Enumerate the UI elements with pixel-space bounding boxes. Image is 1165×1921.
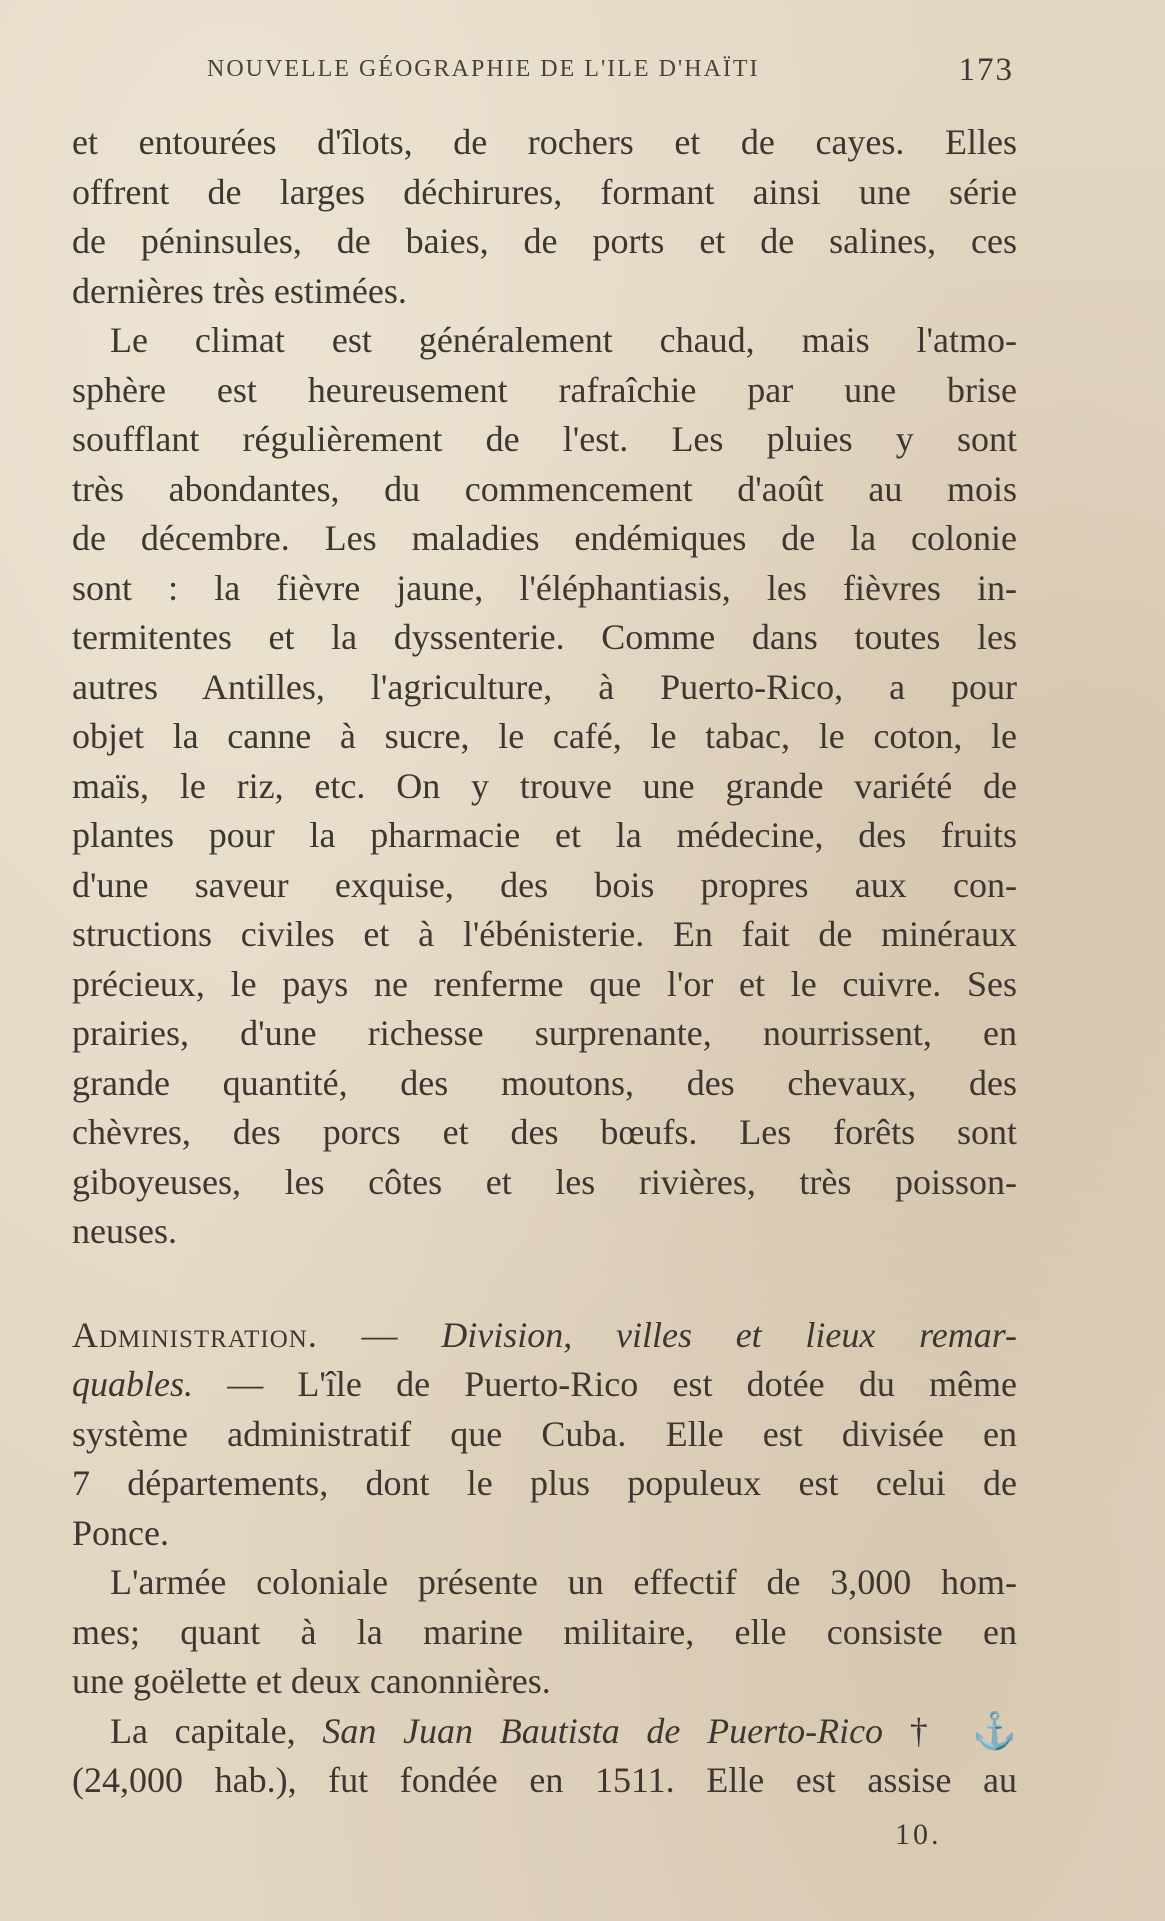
paragraph-administration [72, 1311, 1017, 1559]
text-line: de décembre. Les maladies endémiques de la colonie [72, 518, 1017, 558]
text-line [72, 1360, 1017, 1410]
capital-name: San Juan Bautista de Puerto-Rico [322, 1710, 884, 1751]
text-line: très abondantes, du commencement d'août au mois [72, 468, 1017, 509]
section-heading: Administration. [72, 1314, 318, 1355]
text-line: maïs, le riz, etc. On y trouve une grande variété de [72, 765, 1017, 806]
text-line: système administratif que Cuba. Elle est divisée en [72, 1413, 1017, 1454]
text-line: soufflant régulièrement de l'est. Les pluies y sont [72, 419, 1017, 459]
text-line: sont : la fièvre jaune, l'éléphantiasis, les fièvres in- [72, 567, 1017, 608]
text-line: dernières très estimées. [72, 270, 407, 311]
text-line: mes; quant à la marine militaire, elle consiste en [72, 1611, 1017, 1652]
section-subheading: Division, villes et lieux remar- [441, 1314, 1018, 1355]
text-line: sphère est heureusement rafraîchie par une brise [72, 369, 1017, 410]
signature-mark: 10. [895, 1818, 942, 1851]
paragraph-army [72, 1558, 1017, 1707]
text-line: neuses. [72, 1211, 177, 1251]
text-line: Ponce. [72, 1512, 169, 1553]
heading-dash: — [317, 1314, 442, 1355]
text-line: Le climat est généralement chaud, mais l'atmo- [110, 320, 1017, 360]
text-line: une goëlette et deux canonnières. [72, 1661, 551, 1701]
text-line: prairies, d'une richesse surprenante, nourrissent, en [72, 1013, 1017, 1053]
capital-symbols: † ⚓ [883, 1710, 1018, 1751]
text-line: 7 départements, dont le plus populeux est celui de [72, 1463, 1017, 1503]
text-line: offrent de larges déchirures, formant ainsi une série [72, 171, 1017, 212]
text-line: d'une saveur exquise, des bois propres aux con- [72, 864, 1017, 905]
text-line: autres Antilles, l'agriculture, à Puerto-Rico, a pour [72, 666, 1017, 707]
text-line: giboyeuses, les côtes et les rivières, très poisson- [72, 1161, 1017, 1202]
text-line: structions civiles et à l'ébénisterie. En fait de minéraux [72, 914, 1017, 954]
text-line: (24,000 hab.), fut fondée en 1511. Elle est assise au [72, 1760, 1017, 1800]
paragraph-climate [72, 316, 1017, 1257]
line-text: — L'île de Puerto-Rico est dotée du même [193, 1364, 1017, 1404]
text-line: de péninsules, de baies, de ports et de salines, ces [72, 221, 1017, 261]
paragraph-capital [72, 1707, 1017, 1806]
running-title: NOUVELLE GÉOGRAPHIE DE L'ILE D'HAÏTI [207, 56, 760, 82]
text-line: et entourées d'îlots, de rochers et de cayes. Elles [72, 122, 1017, 162]
text-line: objet la canne à sucre, le café, le tabac, le coton, le [72, 716, 1017, 756]
text-line: grande quantité, des moutons, des chevaux, des [72, 1062, 1017, 1103]
text-line [72, 1707, 1017, 1757]
page-body [72, 118, 1017, 1806]
text-line: L'armée coloniale présente un effectif de 3,000 hom- [110, 1562, 1017, 1602]
text-line: termitentes et la dyssenterie. Comme dans toutes les [72, 617, 1017, 657]
paragraph-coastline [72, 118, 1017, 316]
text-line: plantes pour la pharmacie et la médecine, des fruits [72, 815, 1017, 855]
running-head [72, 52, 1020, 92]
section-gap [72, 1257, 1017, 1311]
section-subheading-end: quables. [72, 1364, 193, 1404]
text-line: précieux, le pays ne renferme que l'or et le cuivre. Ses [72, 963, 1017, 1004]
text-line: chèvres, des porcs et des bœufs. Les forêts sont [72, 1112, 1017, 1152]
line-text: La capitale, [110, 1710, 323, 1751]
text-line [72, 1311, 1017, 1361]
page-number: 173 [958, 52, 1014, 88]
